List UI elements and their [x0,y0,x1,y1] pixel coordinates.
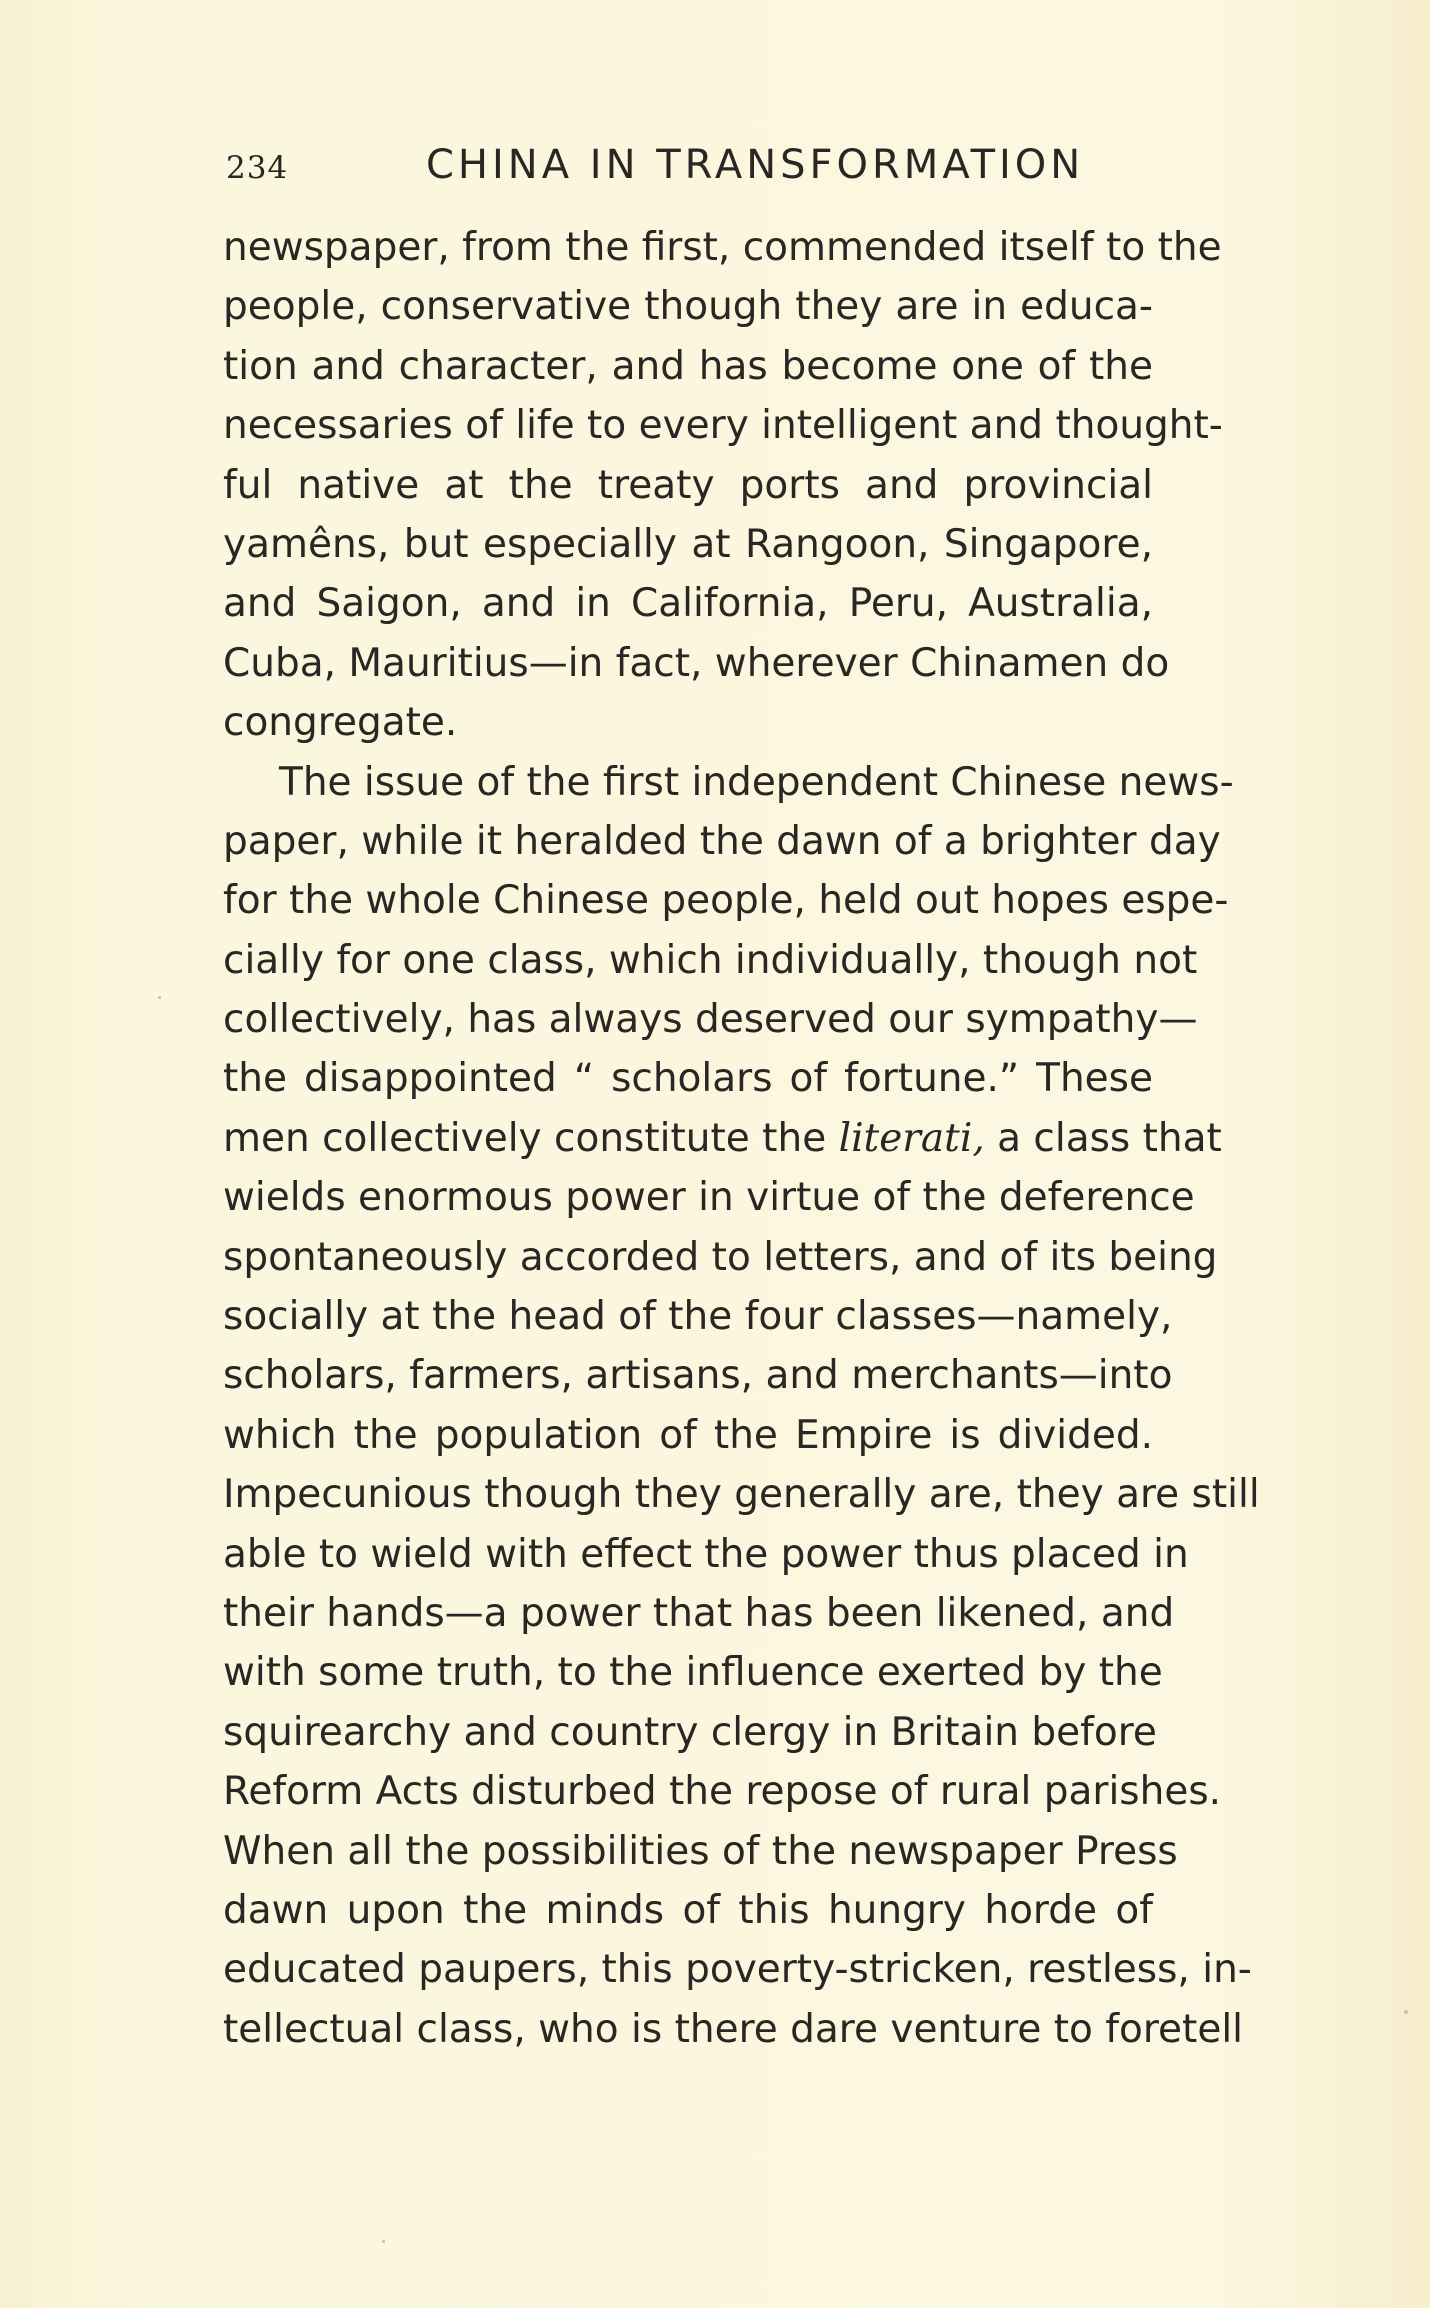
paper-speck [1404,2010,1408,2014]
text-line: tellectual class, who is there dare venture to foretell [223,2006,1243,2052]
text-line: and Saigon, and in California, Peru, Australia, [223,581,1153,627]
text-line: which the population of the Empire is divided. [223,1412,1153,1458]
text-line: yamêns, but especially at Rangoon, Singapore, [223,521,1153,567]
italic-term: literati, [838,1115,985,1161]
text-line: for the whole Chinese people, held out hopes espe- [223,878,1229,924]
text-line: people, conservative though they are in educa- [223,284,1153,330]
text-line: able to wield with effect the power thus placed in [223,1531,1189,1577]
paper-speck [158,996,161,999]
text-line: the disappointed “ scholars of fortune.” These [223,1056,1153,1102]
text-line: cially for one class, which individually, though not [223,937,1198,983]
paragraph-start-line: The issue of the first independent Chinese news- [279,759,1234,805]
text-line: their hands—a power that has been likened, and [223,1590,1175,1636]
text-line: dawn upon the minds of this hungry horde of [223,1887,1153,1933]
page-header [226,142,1156,202]
text-segment: men collectively constitute the [223,1115,839,1161]
text-line: with some truth, to the influence exerted by the [223,1650,1163,1696]
paper-speck [382,2240,385,2243]
text-line: wields enormous power in virtue of the deference [223,1175,1195,1221]
text-line: squirearchy and country clergy in Britain before [223,1709,1157,1755]
text-line-with-italic [223,1109,1222,1168]
text-line: Impecunious though they generally are, they are still [223,1472,1260,1518]
text-line: socially at the head of the four classes—namely, [223,1294,1173,1340]
text-line: Cuba, Mauritius—in fact, wherever Chinamen do [223,640,1170,686]
text-line: necessaries of life to every intelligent and thought- [223,403,1223,449]
text-line: congregate. [223,700,458,746]
page-number: 234 [226,150,289,186]
text-line: educated paupers, this poverty-stricken, restless, in- [223,1947,1252,1993]
body-text [223,218,1260,2059]
running-title: CHINA IN TRANSFORMATION [426,142,1085,188]
text-line: When all the possibilities of the newspaper Press [223,1828,1178,1874]
text-line: newspaper, from the first, commended itself to the [223,225,1222,270]
text-line: ful native at the treaty ports and provincial [223,462,1153,508]
text-line: scholars, farmers, artisans, and merchants—into [223,1353,1173,1399]
text-line: collectively, has always deserved our sympathy— [223,997,1198,1043]
text-line: spontaneously accorded to letters, and of its being [223,1234,1218,1280]
text-line: tion and character, and has become one of the [223,343,1153,389]
text-segment: a class that [984,1115,1222,1161]
text-line: paper, while it heralded the dawn of a brighter day [223,818,1221,864]
text-line: Reform Acts disturbed the repose of rural parishes. [223,1769,1222,1815]
